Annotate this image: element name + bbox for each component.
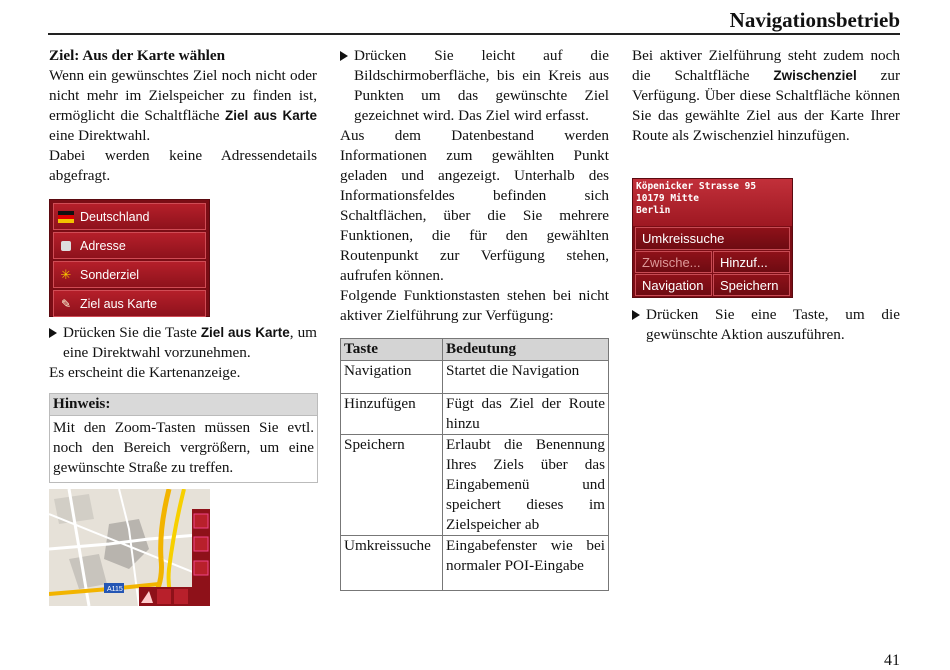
hinzufuegen-button[interactable]: Hinzuf... <box>713 251 790 273</box>
menu-item-label: Ziel aus Karte <box>80 296 158 311</box>
instruction-bullet <box>632 305 900 345</box>
address-info <box>633 179 792 226</box>
germany-flag-icon <box>58 211 74 223</box>
navigation-button[interactable]: Navigation <box>635 274 712 296</box>
table-cell-meaning: Erlaubt die Benennung Ihres Ziels über das Eingabemenü und speichert dieses im Zielspeicher ab <box>443 435 609 536</box>
menu-item-ziel-aus-karte[interactable] <box>53 290 206 317</box>
table-cell-key: Navigation <box>341 361 443 394</box>
text: Drücken Sie leicht auf die Bildschirmoberfläche, bis ein Kreis aus Punkten um das gewünschte Ziel gezeichnet wird. Das Ziel wird erfasst. <box>354 47 609 124</box>
intro-paragraph <box>49 66 317 146</box>
hint-title: Hinweis: <box>50 394 317 415</box>
text: Drücken Sie die Taste <box>63 324 201 341</box>
table-cell-meaning: Eingabefenster wie bei normaler POI-Eingabe <box>443 536 609 591</box>
bullet-arrow-icon <box>340 51 348 61</box>
text: Drücken Sie eine Taste, um die gewünschte Aktion auszuführen. <box>646 306 900 343</box>
info-paragraph: Aus dem Datenbestand werden Informationen zum gewählten Punkt geladen und angezeigt. Unterhalb des Informationsfeldes befinden sich Schaltflächen, über die Sie mehrere Funktionen, die für den gewählten Routenpunkt zur Verfügung stehen, aufrufen können. <box>340 127 609 284</box>
table-row <box>341 435 609 536</box>
menu-item-label: Adresse <box>80 238 126 253</box>
speichern-button[interactable]: Speichern <box>713 274 790 296</box>
button-reference: Ziel aus Karte <box>200 325 290 340</box>
section-title: Ziel: Aus der Karte wählen <box>49 47 226 64</box>
column-header: Bedeutung <box>443 339 609 361</box>
note-paragraph: Dabei werden keine Adressendetails abgefragt. <box>49 147 317 184</box>
table-row <box>341 394 609 435</box>
address-street: Köpenicker Strasse 95 <box>636 181 757 192</box>
text: eine Direktwahl. <box>49 127 151 144</box>
hint-box <box>49 393 318 483</box>
hint-text: Mit den Zoom-Tasten müssen Sie evtl. noch den Bereich vergrößern, um eine gewünschte Straße zu treffen. <box>50 415 317 482</box>
button-reference: Ziel aus Karte <box>225 108 317 123</box>
keys-intro-paragraph: Folgende Funktionstasten stehen bei nicht aktiver Zielführung zur Verfügung: <box>340 287 609 324</box>
menu-item-label: Sonderziel <box>80 267 140 282</box>
page-title: Navigationsbetrieb <box>729 8 900 32</box>
address-icon <box>61 241 71 251</box>
text: Bei aktiver Zielführung steht zudem noch die Schaltfläche <box>632 47 900 84</box>
column-middle <box>340 46 609 326</box>
intermediate-destination-paragraph <box>632 46 900 146</box>
column-left-lower <box>49 323 317 383</box>
table-cell-meaning: Startet die Navigation <box>443 361 609 394</box>
destination-menu-screenshot <box>49 199 210 317</box>
text: , um eine Direktwahl vorzunehmen. <box>63 324 317 361</box>
instruction-bullet <box>340 46 609 126</box>
zwischenziel-button[interactable]: Zwische... <box>635 251 712 273</box>
bullet-arrow-icon <box>49 328 57 338</box>
instruction-bullet <box>49 323 317 363</box>
text: Wenn ein gewünschtes Ziel noch nicht oder nicht mehr im Zielspeicher zu finden ist, ermöglicht die Schaltfläche <box>49 67 317 124</box>
map-graphic <box>49 489 210 606</box>
menu-item-adresse[interactable] <box>53 232 206 259</box>
address-panel-screenshot <box>632 178 793 298</box>
table-header-row <box>341 339 609 361</box>
table-cell-meaning: Fügt das Ziel der Route hinzu <box>443 394 609 435</box>
column-right-lower <box>632 305 900 345</box>
column-header: Taste <box>341 339 443 361</box>
text: zur Verfügung. Über diese Schaltfläche können Sie das gewählte Ziel aus der Karte Ihrer Route als Zwischenziel hinzufügen. <box>632 67 900 144</box>
table-cell-key: Umkreissuche <box>341 536 443 591</box>
menu-item-deutschland[interactable] <box>53 203 206 230</box>
column-left <box>49 46 317 186</box>
umkreissuche-button[interactable]: Umkreissuche <box>635 227 790 250</box>
column-right <box>632 46 900 146</box>
menu-item-label: Deutschland <box>80 209 150 224</box>
table-cell-key: Hinzufügen <box>341 394 443 435</box>
header-rule <box>48 33 900 35</box>
table-row <box>341 361 609 394</box>
map-icon: ✎ <box>60 296 72 311</box>
address-postcode: 10179 Mitte <box>636 193 699 204</box>
button-reference: Zwischenziel <box>773 68 857 83</box>
address-city: Berlin <box>636 205 671 216</box>
page-number: 41 <box>884 652 900 669</box>
star-icon: ✳ <box>60 266 72 282</box>
map-screenshot[interactable] <box>49 489 210 606</box>
function-keys-table <box>340 338 609 591</box>
menu-item-sonderziel[interactable] <box>53 261 206 288</box>
table-row <box>341 536 609 591</box>
road-label: A115 <box>107 586 123 593</box>
table-cell-key: Speichern <box>341 435 443 536</box>
bullet-arrow-icon <box>632 310 640 320</box>
result-text: Es erscheint die Kartenanzeige. <box>49 364 241 381</box>
